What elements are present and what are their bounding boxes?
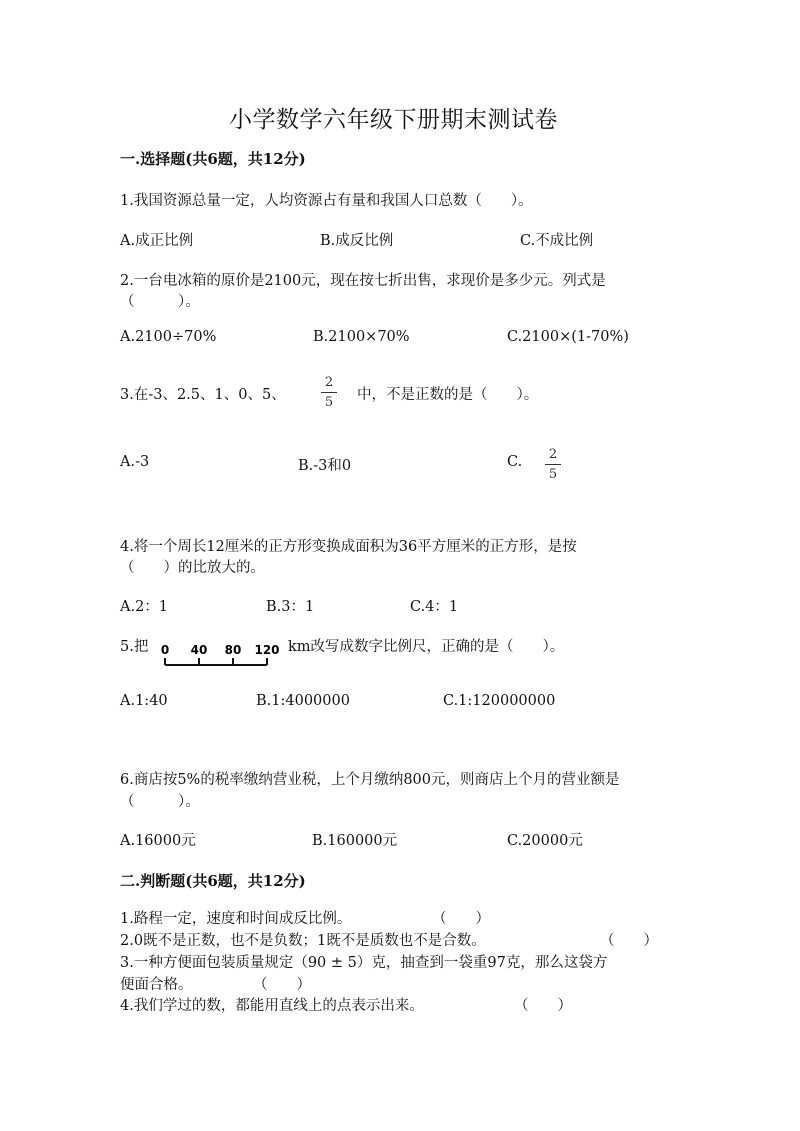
option-a: A.1:40 xyxy=(120,693,168,709)
answer-parens: （ ） xyxy=(253,977,311,993)
section-header-judgement: 二.判断题(共6题，共12分) xyxy=(120,872,306,890)
question-text: 5.把 xyxy=(120,639,149,655)
fraction-numerator: 2 xyxy=(545,448,561,465)
scale-label: 40 xyxy=(190,643,208,657)
option-b: B.2100×70% xyxy=(313,329,410,345)
option-a: A.2：1 xyxy=(120,599,169,615)
judgement-text: 4.我们学过的数，都能用直线上的点表示出来。 xyxy=(120,998,424,1014)
judgement-text: 1.路程一定，速度和时间成反比例。 xyxy=(120,911,352,927)
option-b: B.3：1 xyxy=(266,599,315,615)
fraction-denominator: 5 xyxy=(548,467,558,482)
option-c: C.1:120000000 xyxy=(443,693,556,709)
page-title: 小学数学六年级下册期末测试卷 xyxy=(229,107,558,133)
question-text: 3.在-3、2.5、1、0、5、 xyxy=(120,387,286,403)
fraction-denominator: 5 xyxy=(324,395,334,410)
option-b: B.成反比例 xyxy=(320,233,394,249)
fraction-numerator: 2 xyxy=(321,376,337,393)
question-text: 4.将一个周长12厘米的正方形变换成面积为36平方厘米的正方形，是按 xyxy=(120,539,577,555)
judgement-text-line2: 便面合格。 xyxy=(120,977,193,993)
question-text-line2: （ ）。 xyxy=(120,794,200,810)
answer-parens: （ ） xyxy=(432,911,490,927)
option-b: B.160000元 xyxy=(312,833,398,849)
option-a: A.2100÷70% xyxy=(120,329,217,345)
option-c: C. xyxy=(507,454,523,470)
question-text-suffix: 中，不是正数的是（ ）。 xyxy=(357,387,539,403)
section-header-choice: 一.选择题(共6题，共12分) xyxy=(120,150,306,168)
line-scale xyxy=(157,640,282,670)
question-text-line2: （ ）的比放大的。 xyxy=(120,560,265,576)
option-c: C.2100×(1-70%) xyxy=(507,329,629,345)
question-text-line2: （ ）。 xyxy=(120,294,200,310)
fraction xyxy=(545,448,561,481)
judgement-text: 3.一种方便面包装质量规定（90 ± 5）克，抽查到一袋重97克，那么这袋方 xyxy=(120,955,608,971)
option-b: B.-3和0 xyxy=(298,458,352,474)
option-a: A.16000元 xyxy=(120,833,196,849)
scale-label: 0 xyxy=(160,643,170,657)
scale-label: 80 xyxy=(224,643,242,657)
question-text: 2.一台电冰箱的原价是2100元，现在按七折出售，求现价是多少元。列式是 xyxy=(120,273,606,289)
option-a: A.成正比例 xyxy=(120,233,194,249)
scale-label: 120 xyxy=(254,643,280,657)
answer-parens: （ ） xyxy=(514,998,572,1014)
option-c: C.20000元 xyxy=(507,833,583,849)
question-text: 1.我国资源总量一定，人均资源占有量和我国人口总数（ ）。 xyxy=(120,193,533,209)
option-c: C.4：1 xyxy=(410,599,459,615)
answer-parens: （ ） xyxy=(600,933,658,949)
option-c: C.不成比例 xyxy=(520,233,594,249)
question-text: 6.商店按5%的税率缴纳营业税，上个月缴纳800元，则商店上个月的营业额是 xyxy=(120,772,620,788)
option-b: B.1:4000000 xyxy=(256,693,350,709)
judgement-text: 2.0既不是正数，也不是负数；1既不是质数也不是合数。 xyxy=(120,933,486,949)
option-a: A.-3 xyxy=(120,454,150,470)
fraction xyxy=(321,376,337,409)
question-text-suffix: km改写成数字比例尺，正确的是（ ）。 xyxy=(288,639,565,655)
